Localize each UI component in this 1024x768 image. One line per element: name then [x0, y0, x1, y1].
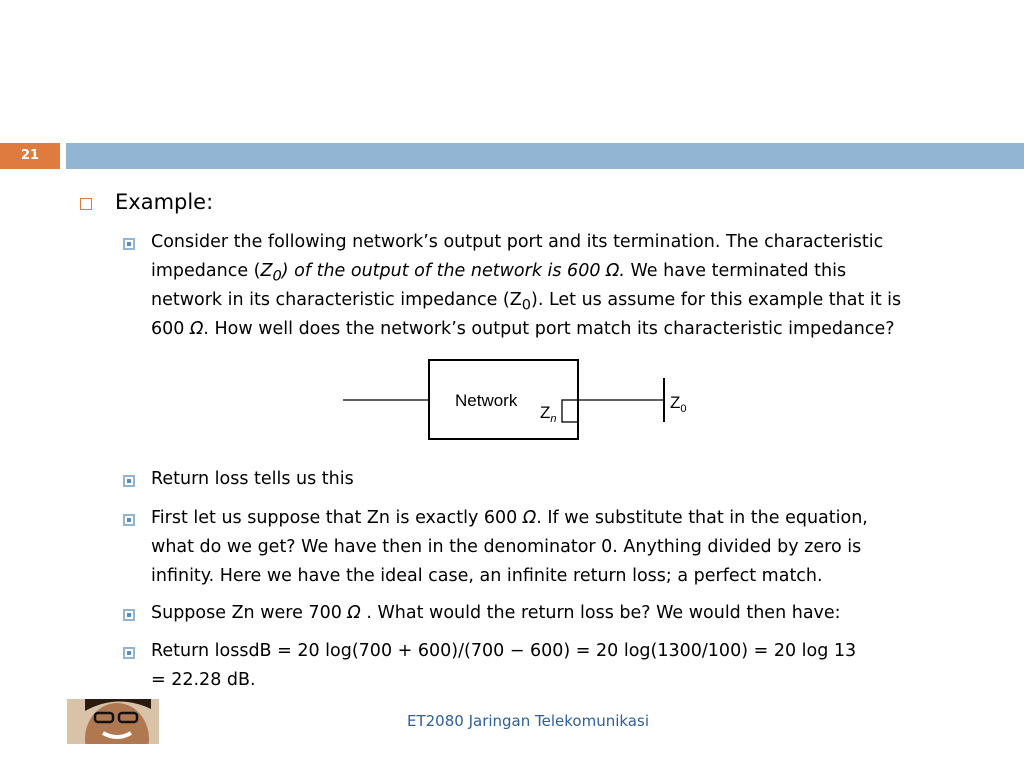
header-bar [66, 143, 1024, 169]
text-line: Consider the following network’s output port and its termination. The characteristic [151, 232, 884, 252]
network-diagram [340, 356, 700, 446]
z0-label: $Z_0$ [670, 393, 687, 415]
text-line: Return loss tells us this [151, 469, 354, 489]
bullet-icon [123, 647, 135, 659]
heading-bullet [80, 190, 213, 214]
bullet-icon [123, 609, 135, 621]
slide-number: 21 [0, 143, 60, 169]
bullet-icon [123, 514, 135, 526]
network-label: Network [455, 391, 518, 410]
bullet-icon [123, 238, 135, 250]
text-line: = 22.28 dB. [151, 670, 256, 690]
text-line: Suppose Zn were 700 Ω . What would the return loss be? We would then have: [151, 603, 841, 623]
bullet-icon [123, 475, 135, 487]
text-line: network in its characteristic impedance $(Z_0)$. Let us assume for this example that it is [151, 290, 902, 314]
text-line: infinity. Here we have the ideal case, an infinite return loss; a perfect match. [151, 566, 823, 586]
text-line: what do we get? We have then in the denominator 0. Anything divided by zero is [151, 537, 862, 557]
bullet-icon [80, 198, 92, 210]
zn-label: $Z_n$ [540, 403, 557, 425]
text-line: impedance $(Z_0)$ of the output of the network is 600 Ω. We have terminated this [151, 261, 847, 285]
text-line: Return lossdB = 20 log(700 + 600)/(700 − 600) = 20 log(1300/100) = 20 log 13 [151, 641, 857, 661]
text-line: First let us suppose that Zn is exactly 600 Ω. If we substitute that in the equation, [151, 508, 868, 528]
footer-course-title: ET2080 Jaringan Telekomunikasi [407, 712, 649, 730]
heading: Example: [115, 190, 214, 214]
text-line: 600 Ω. How well does the network’s output port match its characteristic impedance? [151, 319, 895, 339]
presenter-photo [67, 699, 159, 744]
